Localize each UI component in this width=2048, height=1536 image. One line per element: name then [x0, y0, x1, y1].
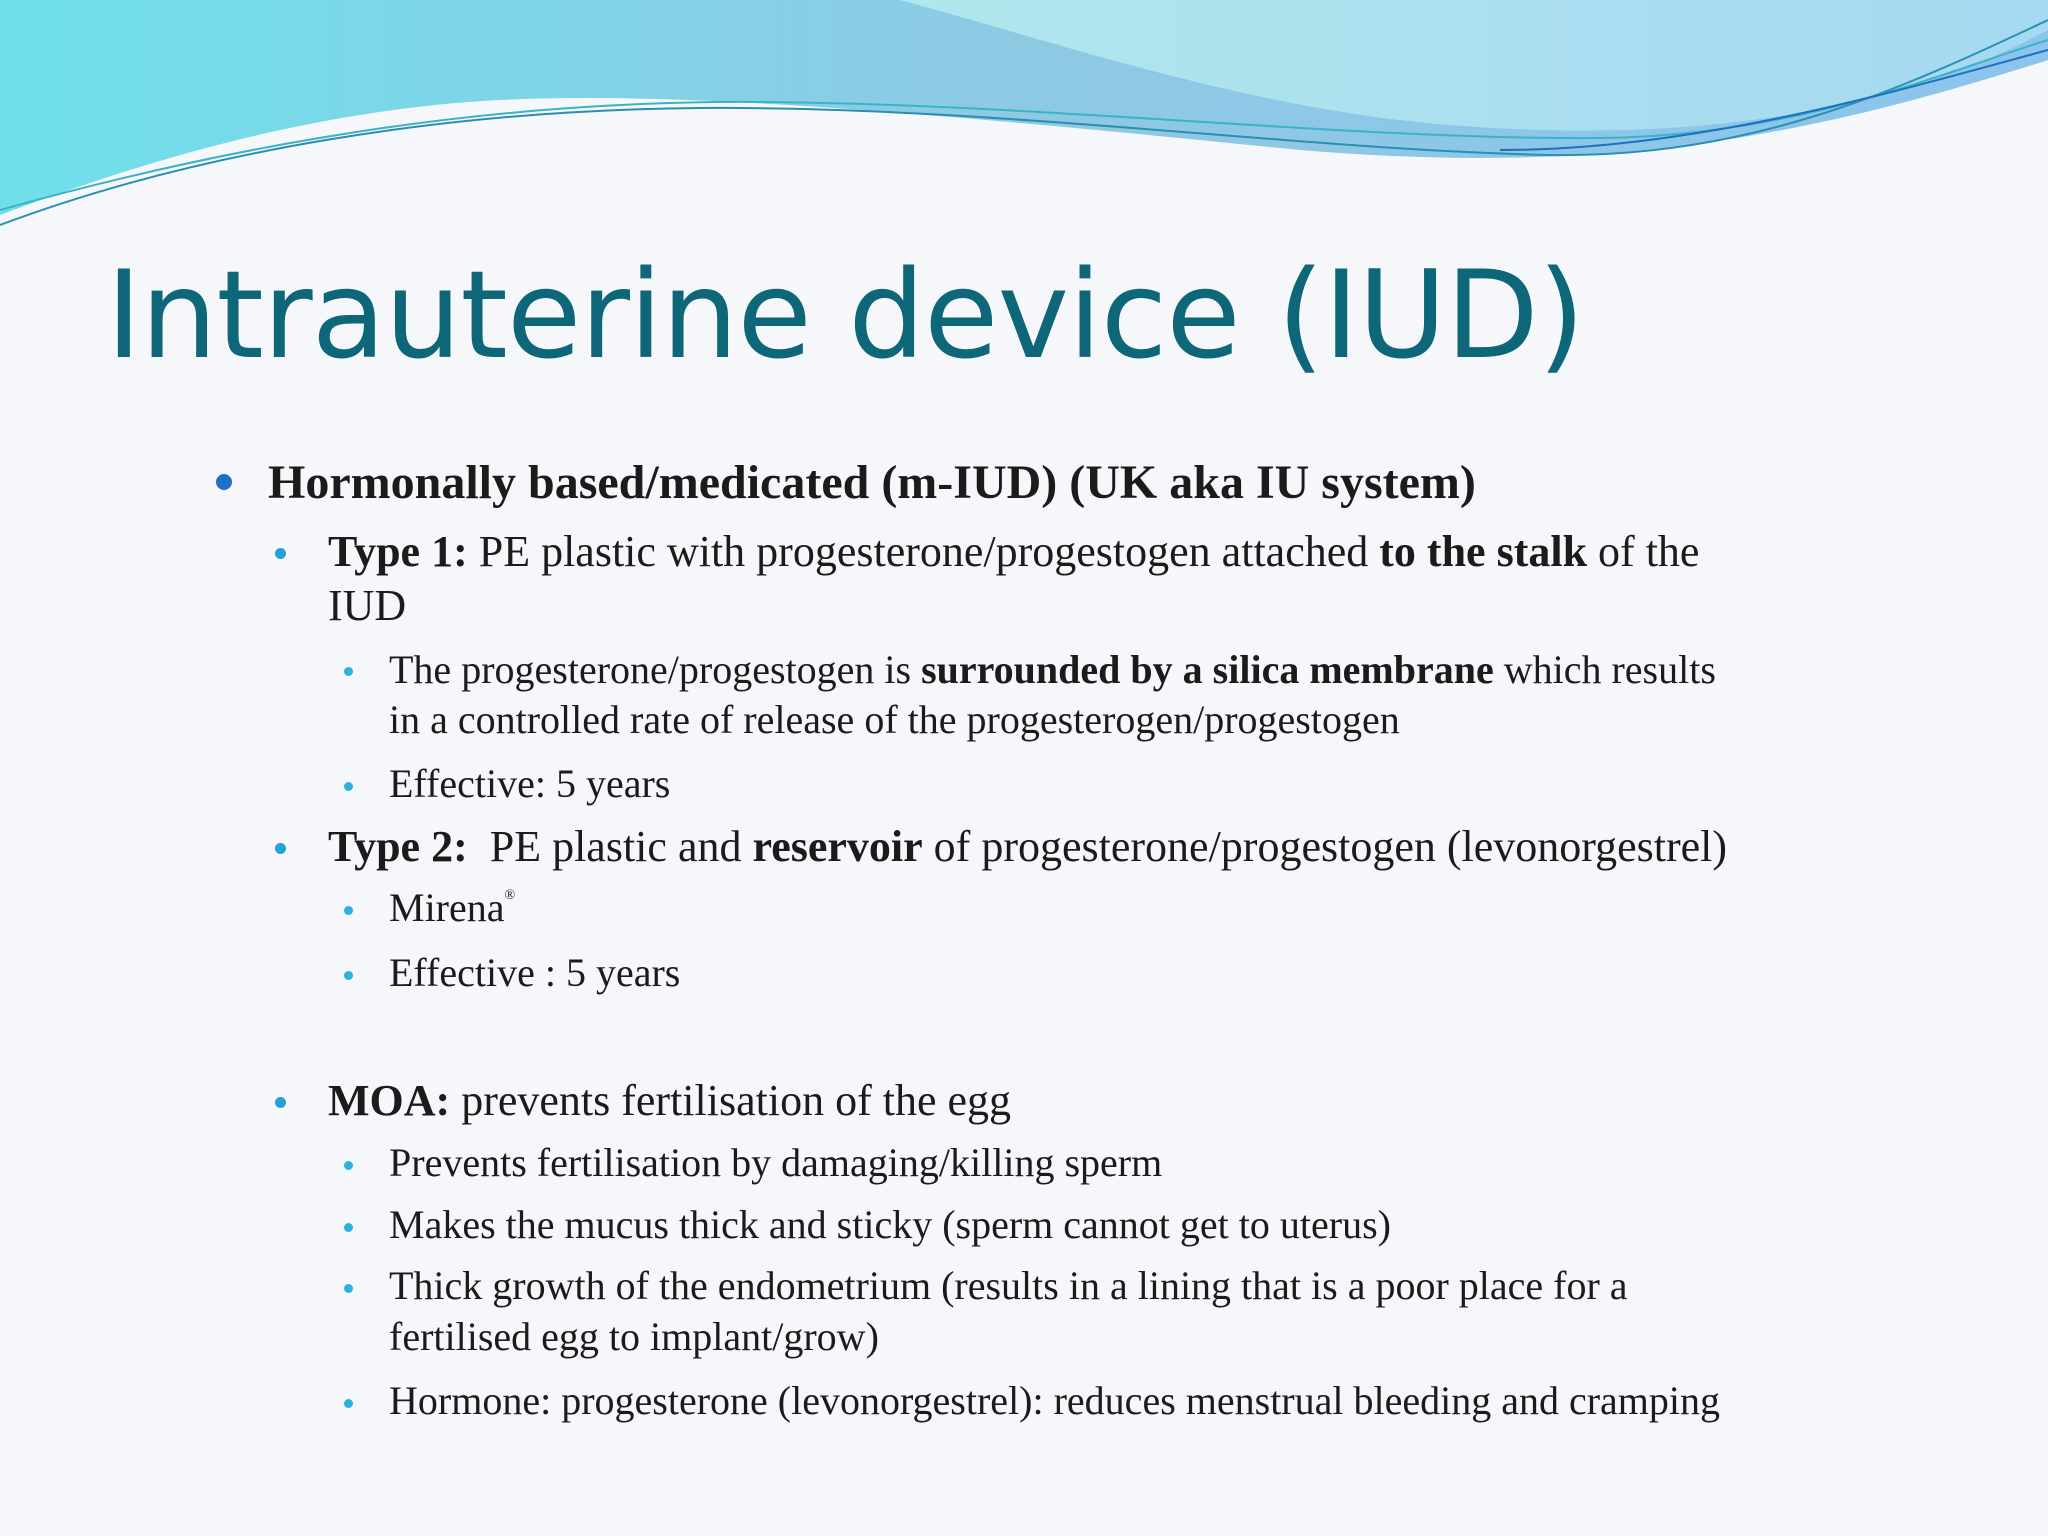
moa-item: Hormone: progesterone (levonorgestrel): reduces menstrual bleeding and cramping: [389, 1378, 1721, 1423]
bullet-icon: [344, 667, 353, 676]
bullet-icon: [344, 782, 353, 791]
type1-effective: Effective: 5 years: [389, 761, 671, 806]
moa-item: Prevents fertilisation by damaging/killing sperm: [389, 1140, 1163, 1185]
registered-mark: ®: [504, 888, 516, 903]
type1-line2: IUD: [328, 581, 407, 630]
bullet-icon: [275, 1097, 286, 1108]
bullet-icon: [275, 548, 286, 559]
type2-text-a: PE plastic and: [467, 822, 753, 871]
moa-line: [328, 1075, 1011, 1128]
bullet-icon: [344, 1161, 353, 1170]
mirena-text: Mirena: [389, 885, 505, 930]
type1-text-c: of the: [1587, 527, 1700, 576]
decorative-wave-banner: [0, 0, 2048, 240]
type2-label: Type 2:: [328, 822, 468, 871]
type2-effective: Effective : 5 years: [389, 950, 681, 995]
type1-label: Type 1:: [328, 527, 468, 576]
bullet-icon: [344, 1223, 353, 1232]
bullet-icon: [216, 474, 232, 490]
type1-line: [328, 526, 1699, 579]
type2-line: [328, 821, 1727, 874]
bullet-icon: [275, 843, 286, 854]
moa-item: Thick growth of the endometrium (results in a lining that is a poor place for a: [389, 1263, 1628, 1308]
type1-sub1-line: [389, 646, 1716, 694]
bullet-icon: [344, 906, 353, 915]
type2-mirena: [389, 884, 515, 932]
type1-sub1-text-a: The progesterone/progestogen is: [389, 647, 922, 692]
type1-text-a: PE plastic with progesterone/progestogen attached: [467, 527, 1380, 576]
type1-bold: to the stalk: [1379, 527, 1588, 576]
slide-title: Intrauterine device (IUD): [106, 245, 1584, 386]
heading-text: Hormonally based/medicated (m-IUD) (UK aka IU system): [268, 456, 1476, 509]
type1-sub1-text-b: which results: [1493, 647, 1716, 692]
type1-sub1-line2: in a controlled rate of release of the progesterogen/progestogen: [389, 697, 1400, 742]
bullet-icon: [344, 1399, 353, 1408]
type2-text-c: of progesterone/progestogen (levonorgestrel): [922, 822, 1728, 871]
moa-item-continuation: fertilised egg to implant/grow): [389, 1314, 879, 1359]
type1-sub1-bold: surrounded by a silica membrane: [921, 647, 1494, 692]
moa-item: Makes the mucus thick and sticky (sperm cannot get to uterus): [389, 1202, 1391, 1247]
moa-text: prevents fertilisation of the egg: [450, 1076, 1012, 1125]
heading-hormonal: [268, 454, 1476, 512]
bullet-icon: [344, 1284, 353, 1293]
moa-label: MOA:: [328, 1076, 451, 1125]
type2-bold: reservoir: [752, 822, 923, 871]
bullet-icon: [344, 971, 353, 980]
